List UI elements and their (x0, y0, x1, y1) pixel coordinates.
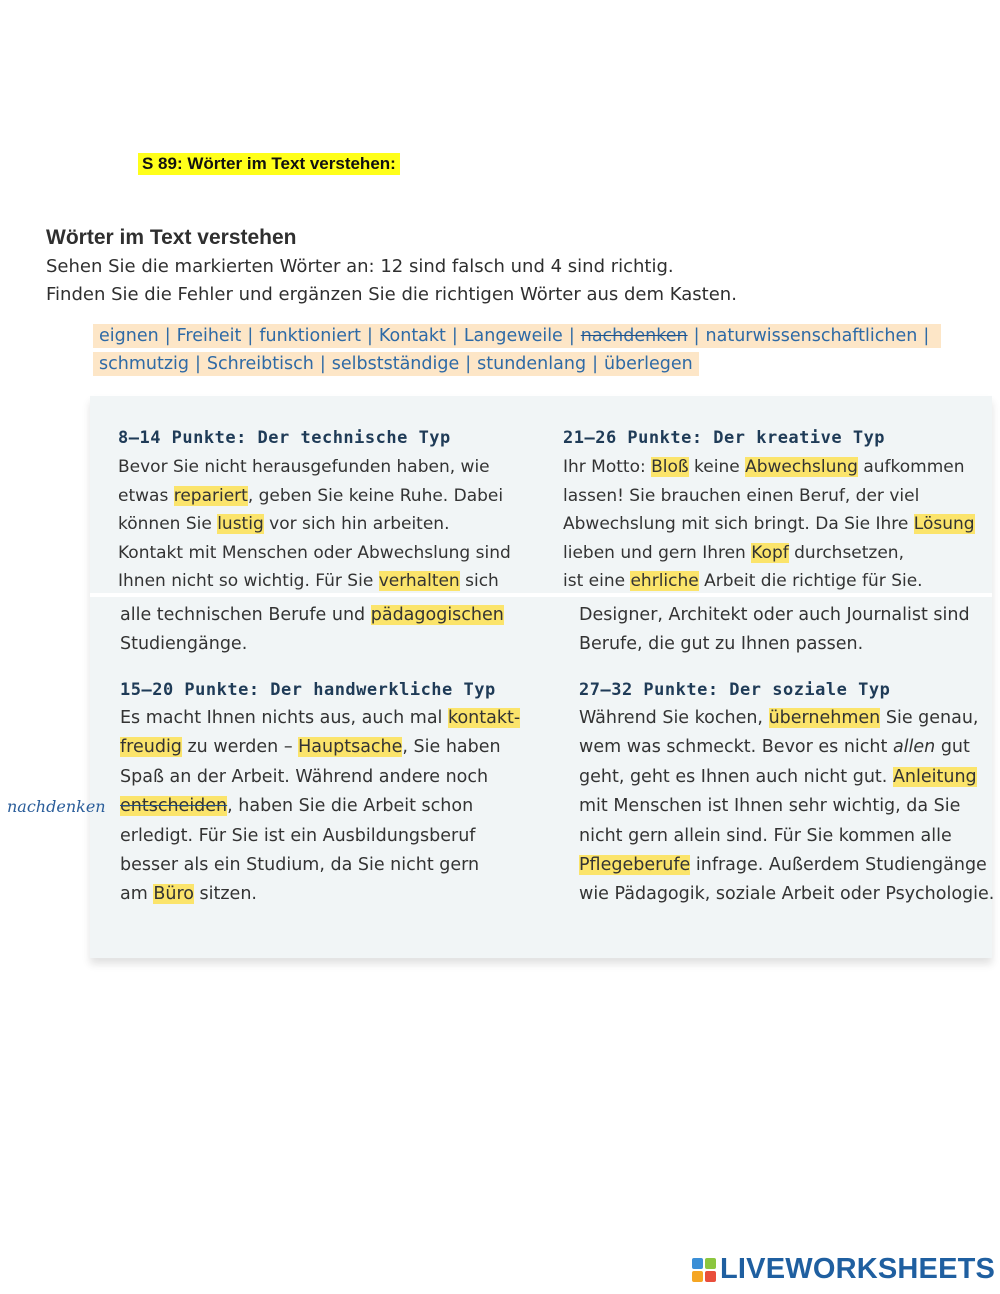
marked-word[interactable]: Pflegeberufe (579, 855, 691, 876)
heading-creative-type: 21–26 Punkte: Der kreative Typ (563, 428, 886, 448)
word-option[interactable]: naturwissenschaftlichen (705, 326, 918, 346)
creative-type-text-upper: Ihr Motto: Bloß keine Abwechslung aufkommen lassen! Sie brauchen einen Beruf, der viel Abwechslung mit sich bringt. Da Sie Ihre Lösung lieben und gern Ihren Kopf durchsetzen, ist eine ehrliche Arbeit die richtige für Sie. (563, 457, 975, 592)
marked-word[interactable]: Anleitung (892, 766, 977, 787)
marked-word-corrected[interactable]: entscheiden (120, 796, 228, 817)
word-option[interactable]: Freiheit (176, 326, 242, 346)
logo-text: LIVEWORKSHEETS (720, 1253, 996, 1285)
craft-type-text: Es macht Ihnen nichts aus, auch mal kontakt- freudig zu werden – Hauptsache, Sie haben Spaß an der Arbeit. Während andere noch entscheiden, haben Sie die Arbeit schon erledigt. Für Sie ist ein Ausbildungsberuf besser als ein Studium, da Sie nicht gern am Büro sitzen. (120, 708, 521, 905)
marked-word[interactable]: pädagogischen (370, 605, 504, 625)
marked-word[interactable]: Büro (153, 884, 194, 905)
word-option[interactable]: funktioniert (259, 326, 362, 346)
word-box-row-2: schmutzig | Schreibtisch | selbstständige | stundenlang | überlegen (93, 352, 699, 376)
word-option[interactable]: schmutzig (99, 354, 189, 374)
marked-word[interactable]: freudig (120, 737, 182, 758)
marked-word[interactable]: lustig (217, 514, 264, 535)
marked-word[interactable]: übernehmen (768, 708, 881, 728)
word-option[interactable]: Langeweile (463, 326, 563, 346)
word-option[interactable]: Schreibtisch (206, 354, 314, 374)
page-label: S 89: Wörter im Text verstehen: (138, 153, 400, 175)
logo-mark-icon (692, 1258, 716, 1282)
social-type-text: Während Sie kochen, übernehmen Sie genau, wem was schmeckt. Bevor es nicht allen gut geht, geht es Ihnen auch nicht gut. Anleitung mit Menschen ist Ihnen sehr wichtig, da Sie nicht gern allein sind. Für Sie kommen alle Pflegeberufe infrage. Außerdem Studiengänge wie Pädagogik, soziale Arbeit oder Psychologie. (579, 708, 995, 905)
marked-word[interactable]: Kopf (751, 542, 789, 563)
marked-word[interactable]: ehrliche (630, 571, 699, 592)
heading-social-type: 27–32 Punkte: Der soziale Typ (579, 680, 891, 700)
word-option[interactable]: stundenlang (477, 354, 587, 374)
liveworksheets-logo (692, 1253, 995, 1286)
creative-type-text-lower: Designer, Architekt oder auch Journalist sind Berufe, die gut zu Ihnen passen. (579, 605, 970, 655)
word-option[interactable]: selbstständige (331, 354, 460, 374)
heading-craft-type: 15–20 Punkte: Der handwerkliche Typ (120, 680, 496, 700)
marked-word[interactable]: Hauptsache (298, 737, 403, 758)
word-option[interactable]: eignen (99, 326, 159, 346)
marked-word[interactable]: Abwechslung (745, 457, 858, 477)
marked-word[interactable]: kontakt- (447, 708, 521, 728)
handwritten-answer[interactable]: nachdenken (7, 797, 106, 816)
technical-type-text-lower: alle technischen Berufe und pädagogischen Studiengänge. (120, 605, 504, 655)
word-option-used[interactable]: nachdenken (580, 326, 688, 346)
marked-word[interactable]: verhalten (378, 571, 460, 592)
technical-type-text-upper: Bevor Sie nicht herausgefunden haben, wie etwas repariert, geben Sie keine Ruhe. Dabei können Sie lustig vor sich hin arbeiten. Kontakt mit Menschen oder Abwechslung sind Ihnen nicht so wichtig. Für Sie verhalten sich (118, 457, 511, 592)
word-option[interactable]: Kontakt (378, 326, 446, 346)
word-option[interactable]: überlegen (603, 354, 693, 374)
marked-word[interactable]: Lösung (913, 514, 975, 535)
exercise-instruction-1: Sehen Sie die markierten Wörter an: 12 sind falsch und 4 sind richtig. (46, 256, 674, 277)
word-box-row-1: eignen | Freiheit | funktioniert | Kontakt | Langeweile | nachdenken | naturwissenschaftlichen | (93, 324, 941, 348)
word-box (93, 324, 941, 380)
marked-word[interactable]: repariert (173, 485, 248, 506)
exercise-instruction-2: Finden Sie die Fehler und ergänzen Sie die richtigen Wörter aus dem Kasten. (46, 284, 737, 305)
marked-word[interactable]: Bloß (651, 457, 689, 477)
heading-technical-type: 8–14 Punkte: Der technische Typ (118, 428, 451, 448)
exercise-title: Wörter im Text verstehen (46, 226, 297, 249)
